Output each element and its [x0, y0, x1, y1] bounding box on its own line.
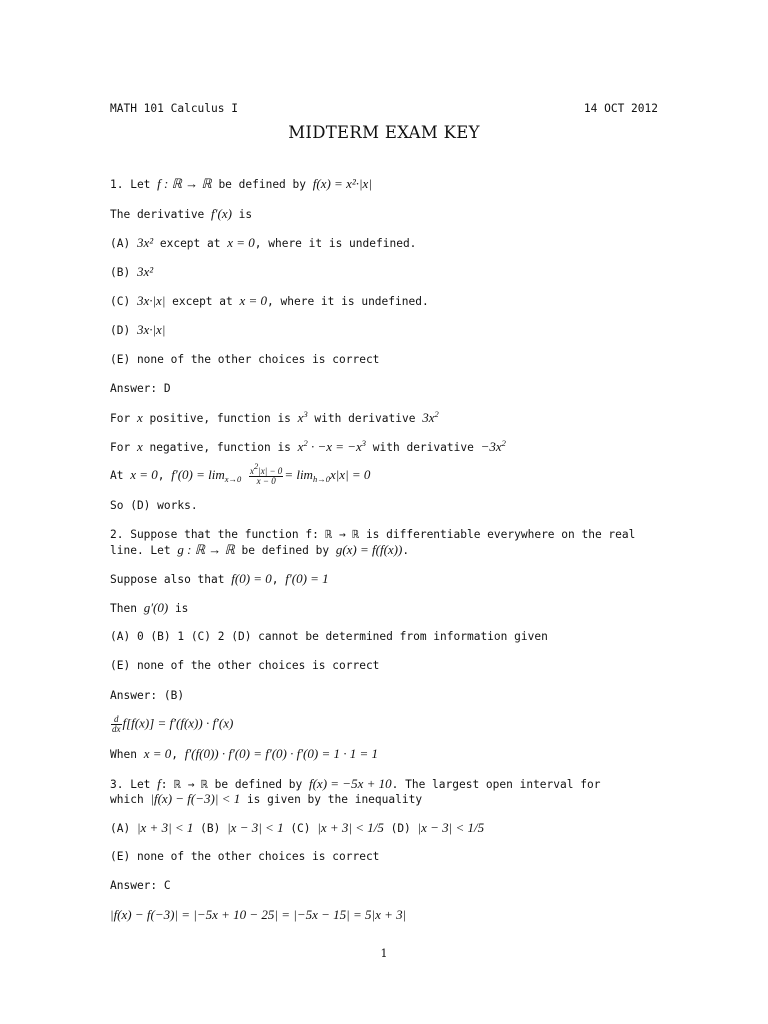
q1-answer: Answer: D	[110, 382, 171, 395]
derivative-operator-fraction: $\frac{d}{dx}$	[112, 714, 121, 734]
q2-stem-line-2: line. Let g : ℝ → ℝ be defined by g(x) = f(f(x)).	[110, 542, 410, 557]
q3-stem-line-1: 3. Let f: ℝ → ℝ be defined by f(x) = −5x + 10. The largest open interval for	[110, 776, 601, 791]
page-number: 1	[380, 947, 388, 960]
q2-chain-rule: $\frac{d}{dx}$ f[f(x)] = f′(f(x)) · f′(x)	[112, 714, 234, 734]
q1-solution-line-2: For x negative, function is $x^2 \cdot -x = -x^3$ with derivative $-3x^2$	[110, 438, 506, 454]
q1-option-b: (B) 3x²	[110, 264, 154, 279]
page-title: MIDTERM EXAM KEY	[288, 123, 480, 142]
difference-quotient-fraction: $\frac{x^2|x| - 0}{x - 0}$	[250, 461, 283, 486]
course-name: MATH 101 Calculus I	[110, 102, 238, 115]
q1-option-a: (A) 3x² except at x = 0, where it is undefined.	[110, 235, 417, 250]
q2-stem-line-1: 2. Suppose that the function f: ℝ → ℝ is differentiable everywhere on the real	[110, 528, 636, 541]
q2-evaluation: When x = 0, f′(f(0)) · f′(0) = f′(0) · f′(0) = 1 · 1 = 1	[110, 746, 379, 761]
q1-solution-line-3: At x = 0, $f'(0) = \lim_{x\to 0}$ $\frac{x^2|x| - 0}{x - 0}$ = $\lim_{h\to 0}x|x| = 0$	[110, 461, 371, 486]
q1-option-d: (D) 3x·|x|	[110, 322, 166, 337]
q2-given: Suppose also that f(0) = 0, f′(0) = 1	[110, 571, 329, 586]
q2-option-e: (E) none of the other choices is correct	[110, 659, 380, 672]
q1-option-e: (E) none of the other choices is correct	[110, 353, 380, 366]
q3-solution: |f(x) − f(−3)| = |−5x + 10 − 25| = |−5x − 15| = 5|x + 3|	[110, 907, 407, 922]
exam-date: 14 OCT 2012	[583, 102, 658, 115]
q1-option-c: (C) 3x·|x| except at x = 0, where it is undefined.	[110, 293, 429, 308]
page-header	[110, 102, 658, 118]
q3-stem-line-2: which |f(x) − f(−3)| < 1 is given by the inequality	[110, 791, 423, 806]
q3-answer: Answer: C	[110, 879, 171, 892]
q2-prompt: Then g′(0) is	[110, 600, 189, 615]
q3-options: (A) |x + 3| < 1 (B) |x − 3| < 1 (C) |x + 3| < 1/5 (D) |x − 3| < 1/5	[110, 820, 485, 835]
q1-solution-line-1: For x positive, function is $x^3$ with derivative $3x^2$	[110, 409, 439, 425]
q2-options: (A) 0 (B) 1 (C) 2 (D) cannot be determined from information given	[110, 630, 548, 643]
q1-prompt: The derivative f′(x) is	[110, 206, 253, 221]
q2-answer: Answer: (B)	[110, 689, 185, 702]
q3-option-e: (E) none of the other choices is correct	[110, 850, 380, 863]
q1-solution-line-4: So (D) works.	[110, 499, 198, 512]
q1-stem: 1. Let f : ℝ → ℝ be defined by f(x) = x²·|x|	[110, 176, 372, 191]
